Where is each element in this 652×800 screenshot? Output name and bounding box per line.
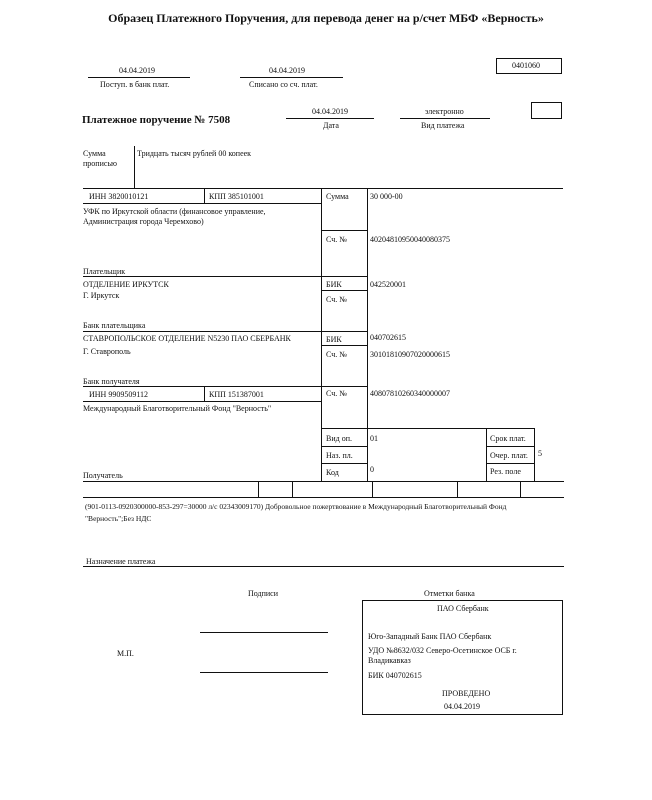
date-line: [286, 118, 374, 119]
payer-bank-name: ОТДЕЛЕНИЕ ИРКУТСК: [83, 280, 169, 289]
purpose-line-2: "Верность";Без НДС: [85, 514, 152, 523]
payer-bottom: [83, 276, 367, 277]
payer-bank-acc-label: Сч. №: [326, 295, 347, 304]
bank-marks-line-2: УДО №8632/032 Северо-Осетинское ОСБ г.: [368, 646, 517, 655]
ocher-value: 5: [538, 449, 542, 458]
grid-v-534: [534, 428, 535, 481]
payer-bank-bik-bottom: [321, 290, 367, 291]
amount-words-divider: [134, 146, 135, 188]
bank-marks-status: ПРОВЕДЕНО: [442, 689, 491, 698]
date-label: Дата: [323, 121, 339, 130]
payer-acc-value: 40204810950040080375: [370, 235, 450, 244]
payee-inn: ИНН 9909509112: [89, 390, 149, 399]
amount-words-value: Тридцать тысяч рублей 00 копеек: [137, 149, 252, 158]
amount-words-bottom: [83, 188, 563, 189]
sum-bottom: [321, 230, 367, 231]
vid-op-label: Вид оп.: [326, 434, 352, 443]
payee-bank-name: СТАВРОПОЛЬСКОЕ ОТДЕЛЕНИЕ N5230 ПАО СБЕРБАНК: [83, 334, 291, 343]
payee-acc-label: Сч. №: [326, 389, 347, 398]
payer-inn: ИНН 3820010121: [89, 192, 149, 201]
empty-code-box: [531, 102, 562, 119]
payee-kpp: КПП 151387001: [209, 390, 264, 399]
bank-marks-line-3: Владикавказ: [368, 656, 411, 665]
payer-bank-bottom: [83, 331, 367, 332]
payment-type-line: [400, 118, 490, 119]
payee-label: Получатель: [83, 471, 123, 480]
strip-v1: [258, 481, 259, 497]
debited-date: 04.04.2019: [269, 66, 305, 75]
payee-bank-bik: 040702615: [370, 333, 406, 342]
codes-top: [321, 428, 535, 429]
debited-line: [240, 77, 343, 78]
payee-bank-bottom: [83, 386, 367, 387]
form-code: 0401060: [512, 61, 540, 70]
kod-label: Код: [326, 468, 339, 477]
payee-bank-bik-label: БИК: [326, 335, 342, 344]
rez-label: Рез. поле: [490, 467, 521, 476]
payer-label: Плательщик: [83, 267, 126, 276]
codes-row2-right: [486, 463, 534, 464]
payer-bank-bik: 042520001: [370, 280, 406, 289]
codes-row1: [321, 446, 367, 447]
amount-words-label-1: Сумма: [83, 149, 106, 158]
purpose-label: Назначение платежа: [86, 557, 156, 566]
codes-row2: [321, 463, 367, 464]
payee-bank-city: Г. Ставрополь: [83, 347, 131, 356]
mp-label: М.П.: [117, 649, 134, 658]
bank-marks-bank: ПАО Сбербанк: [437, 604, 489, 613]
sum-value: 30 000-00: [370, 192, 403, 201]
grid-v-486: [486, 428, 487, 481]
strip-v5: [520, 481, 521, 497]
payee-bank-acc-label: Сч. №: [326, 350, 347, 359]
naz-pl-label: Наз. пл.: [326, 451, 353, 460]
strip-bottom: [83, 497, 564, 498]
received-date: 04.04.2019: [119, 66, 155, 75]
payee-name: Международный Благотворительный Фонд "Верность": [83, 404, 272, 413]
order-title: Платежное поручение № 7508: [82, 114, 231, 126]
payee-bank-acc: 30101810907020000615: [370, 350, 450, 359]
purpose-line-1: (901-0113-0920300000-853-297=30000 л/с 02343009170) Добровольное пожертвование в Международный Благотворительный Фонд: [85, 502, 507, 511]
payer-acc-label: Сч. №: [326, 235, 347, 244]
signature-line-2: [200, 672, 328, 673]
srok-label: Срок плат.: [490, 434, 526, 443]
bank-marks-date: 04.04.2019: [444, 702, 480, 711]
grid-v-367: [367, 188, 368, 481]
bank-marks-line-1: Юго-Западный Банк ПАО Сбербанк: [368, 632, 492, 641]
codes-row1-right: [486, 446, 534, 447]
payee-inn-bottom: [83, 401, 321, 402]
grid-v-204b: [204, 386, 205, 401]
payment-type-label: Вид платежа: [421, 121, 465, 130]
received-label: Поступ. в банк плат.: [100, 80, 170, 89]
grid-v-204: [204, 188, 205, 203]
strip-v4: [457, 481, 458, 497]
purpose-bottom: [83, 566, 564, 567]
order-date: 04.04.2019: [312, 107, 348, 116]
strip-v2: [292, 481, 293, 497]
payer-inn-bottom: [83, 203, 321, 204]
bank-marks-line-4: БИК 040702615: [368, 671, 422, 680]
document-title: Образец Платежного Поручения, для перевода денег на р/счет МБФ «Верность»: [108, 11, 544, 25]
payee-bank-label: Банк получателя: [83, 377, 140, 386]
strip-top: [83, 481, 564, 482]
payee-bank-bik-bottom: [321, 345, 367, 346]
payer-kpp: КПП 385101001: [209, 192, 264, 201]
payer-name-1: УФК по Иркутской области (финансовое управление,: [83, 207, 266, 216]
sum-label: Сумма: [326, 192, 349, 201]
payer-bank-city: Г. Иркутск: [83, 291, 120, 300]
vid-op-value: 01: [370, 434, 378, 443]
payer-bank-label: Банк плательщика: [83, 321, 146, 330]
signature-line-1: [200, 632, 328, 633]
bank-marks-label: Отметки банка: [424, 589, 475, 598]
debited-label: Списано со сч. плат.: [249, 80, 318, 89]
amount-words-label-2: прописью: [83, 159, 118, 168]
payer-name-2: Администрация города Черемхово): [83, 217, 204, 226]
grid-v-321: [321, 188, 322, 481]
payee-acc: 40807810260340000007: [370, 389, 450, 398]
payer-bank-bik-label: БИК: [326, 280, 342, 289]
received-line: [88, 77, 190, 78]
payment-type: электронно: [425, 107, 464, 116]
kod-value: 0: [370, 465, 374, 474]
signatures-label: Подписи: [248, 589, 279, 598]
strip-v3: [372, 481, 373, 497]
ocher-label: Очер. плат.: [490, 451, 528, 460]
